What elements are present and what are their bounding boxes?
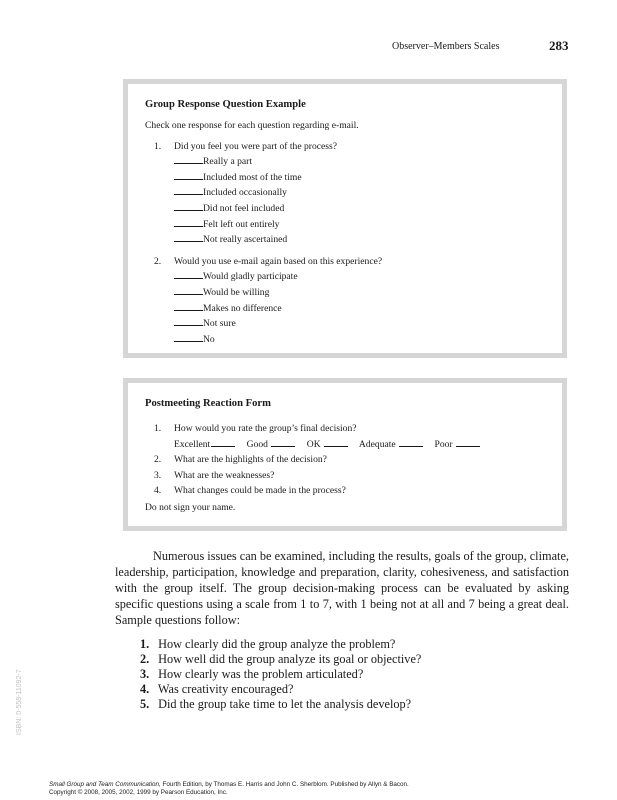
option-label: Would be willing — [203, 286, 270, 298]
check-blank[interactable] — [174, 301, 203, 311]
rating-blank[interactable] — [324, 437, 348, 447]
footer-citation — [49, 781, 409, 789]
list-item — [140, 652, 560, 667]
option-label: Not sure — [203, 318, 236, 330]
check-blank[interactable] — [174, 316, 203, 326]
list-item — [140, 682, 560, 697]
footer-copyright: Copyright © 2008, 2005, 2002, 1999 by Pearson Education, Inc. — [49, 789, 228, 796]
question-item — [145, 421, 554, 437]
option-label: Would gladly participate — [203, 271, 298, 283]
list-text: Was creativity encouraged? — [157, 682, 294, 696]
list-number: 4. — [140, 682, 150, 696]
response-options — [145, 269, 554, 347]
question-item — [145, 139, 554, 155]
question-number: 1. — [154, 140, 162, 152]
group-response-instruction: Check one response for each question regarding e-mail. — [145, 120, 359, 131]
rating-label: OK — [306, 438, 321, 450]
question-number: 3. — [154, 469, 162, 481]
check-blank[interactable] — [174, 154, 203, 164]
response-option — [174, 301, 554, 317]
body-paragraph: Numerous issues can be examined, including the results, goals of the group, climate, leadership, participation, knowledge and preparation, clarity, cohesiveness, and satisfaction with the group itself. The group decision-making process can be evaluated by asking specific questions using a scale from 1 to 7, with 1 being not at all and 7 being a great deal. Sample questions follow: — [115, 549, 569, 627]
question-item — [145, 254, 554, 270]
response-options — [145, 154, 554, 248]
question-text: What changes could be made in the process? — [174, 485, 346, 497]
rating-option — [359, 439, 423, 450]
check-blank[interactable] — [174, 185, 203, 195]
question-item — [145, 468, 554, 484]
list-number: 3. — [140, 667, 150, 681]
rating-blank[interactable] — [399, 437, 423, 447]
question-number: 4. — [154, 485, 162, 497]
response-option — [174, 154, 554, 170]
option-label: Did not feel included — [203, 202, 285, 214]
rating-option — [435, 439, 481, 450]
postmeeting-title: Postmeeting Reaction Form — [145, 398, 271, 409]
question-text: How would you rate the group’s final decision? — [174, 423, 357, 434]
check-blank[interactable] — [174, 232, 203, 242]
response-option — [174, 201, 554, 217]
question-item — [145, 452, 554, 468]
list-number: 5. — [140, 697, 150, 711]
rating-blank[interactable] — [271, 437, 295, 447]
rating-blank[interactable] — [211, 437, 235, 447]
sample-questions-list — [140, 637, 560, 712]
question-text: What are the weaknesses? — [174, 469, 275, 481]
rating-blank[interactable] — [456, 437, 480, 447]
question-number: 2. — [154, 454, 162, 466]
list-text: Did the group take time to let the analysis develop? — [158, 697, 412, 711]
postmeeting-form-box — [123, 378, 567, 531]
list-number: 2. — [140, 652, 150, 666]
check-blank[interactable] — [174, 332, 203, 342]
list-text: How well did the group analyze its goal or objective? — [158, 652, 422, 666]
page-number: 283 — [549, 38, 569, 53]
response-option — [174, 185, 554, 201]
question-text: Did you feel you were part of the process? — [174, 140, 338, 152]
rating-label: Good — [246, 438, 268, 450]
question-number: 1. — [154, 423, 162, 434]
question-text: Would you use e-mail again based on this experience? — [174, 255, 383, 267]
option-label: Included occasionally — [203, 187, 287, 199]
list-item — [140, 697, 560, 712]
group-response-form-box — [123, 79, 567, 358]
list-item — [140, 667, 560, 682]
rating-label: Excellent — [174, 438, 211, 450]
option-label: Felt left out entirely — [203, 218, 280, 230]
option-label: No — [203, 333, 215, 345]
response-option — [174, 285, 554, 301]
rating-label: Adequate — [358, 438, 396, 450]
footer-citation-rest: Fourth Edition, by Thomas E. Harris and John C. Sherblom. Published by Allyn & Bacon. — [160, 781, 409, 788]
response-option — [174, 217, 554, 233]
rating-scale — [145, 437, 554, 453]
footer-book-title: Small Group and Team Communication, — [49, 781, 161, 788]
check-blank[interactable] — [174, 285, 203, 295]
rating-option — [247, 439, 296, 450]
running-header-title: Observer–Members Scales — [392, 41, 500, 52]
response-option — [174, 269, 554, 285]
check-blank[interactable] — [174, 201, 203, 211]
rating-option — [307, 439, 348, 450]
response-option — [174, 232, 554, 248]
check-blank[interactable] — [174, 269, 203, 279]
list-number: 1. — [140, 637, 150, 651]
list-text: How clearly was the problem articulated? — [158, 667, 364, 681]
question-text: What are the highlights of the decision? — [174, 454, 327, 466]
page-footer — [49, 781, 409, 797]
option-label: Not really ascertained — [203, 234, 288, 246]
response-option — [174, 316, 554, 332]
list-item — [140, 637, 560, 652]
response-option — [174, 170, 554, 186]
list-text: How clearly did the group analyze the problem? — [158, 637, 396, 651]
isbn-watermark: ISBN: 0-558-11092-7 — [16, 669, 23, 735]
question-number: 2. — [154, 255, 162, 267]
group-response-title: Group Response Question Example — [145, 99, 306, 110]
option-label: Included most of the time — [203, 171, 302, 183]
rating-option — [174, 439, 235, 450]
postmeeting-note: Do not sign your name. — [145, 501, 236, 513]
response-option — [174, 332, 554, 348]
option-label: Makes no difference — [203, 302, 282, 314]
option-label: Really a part — [203, 156, 253, 168]
question-item — [145, 483, 554, 499]
check-blank[interactable] — [174, 170, 203, 180]
check-blank[interactable] — [174, 217, 203, 227]
rating-label: Poor — [434, 438, 453, 450]
